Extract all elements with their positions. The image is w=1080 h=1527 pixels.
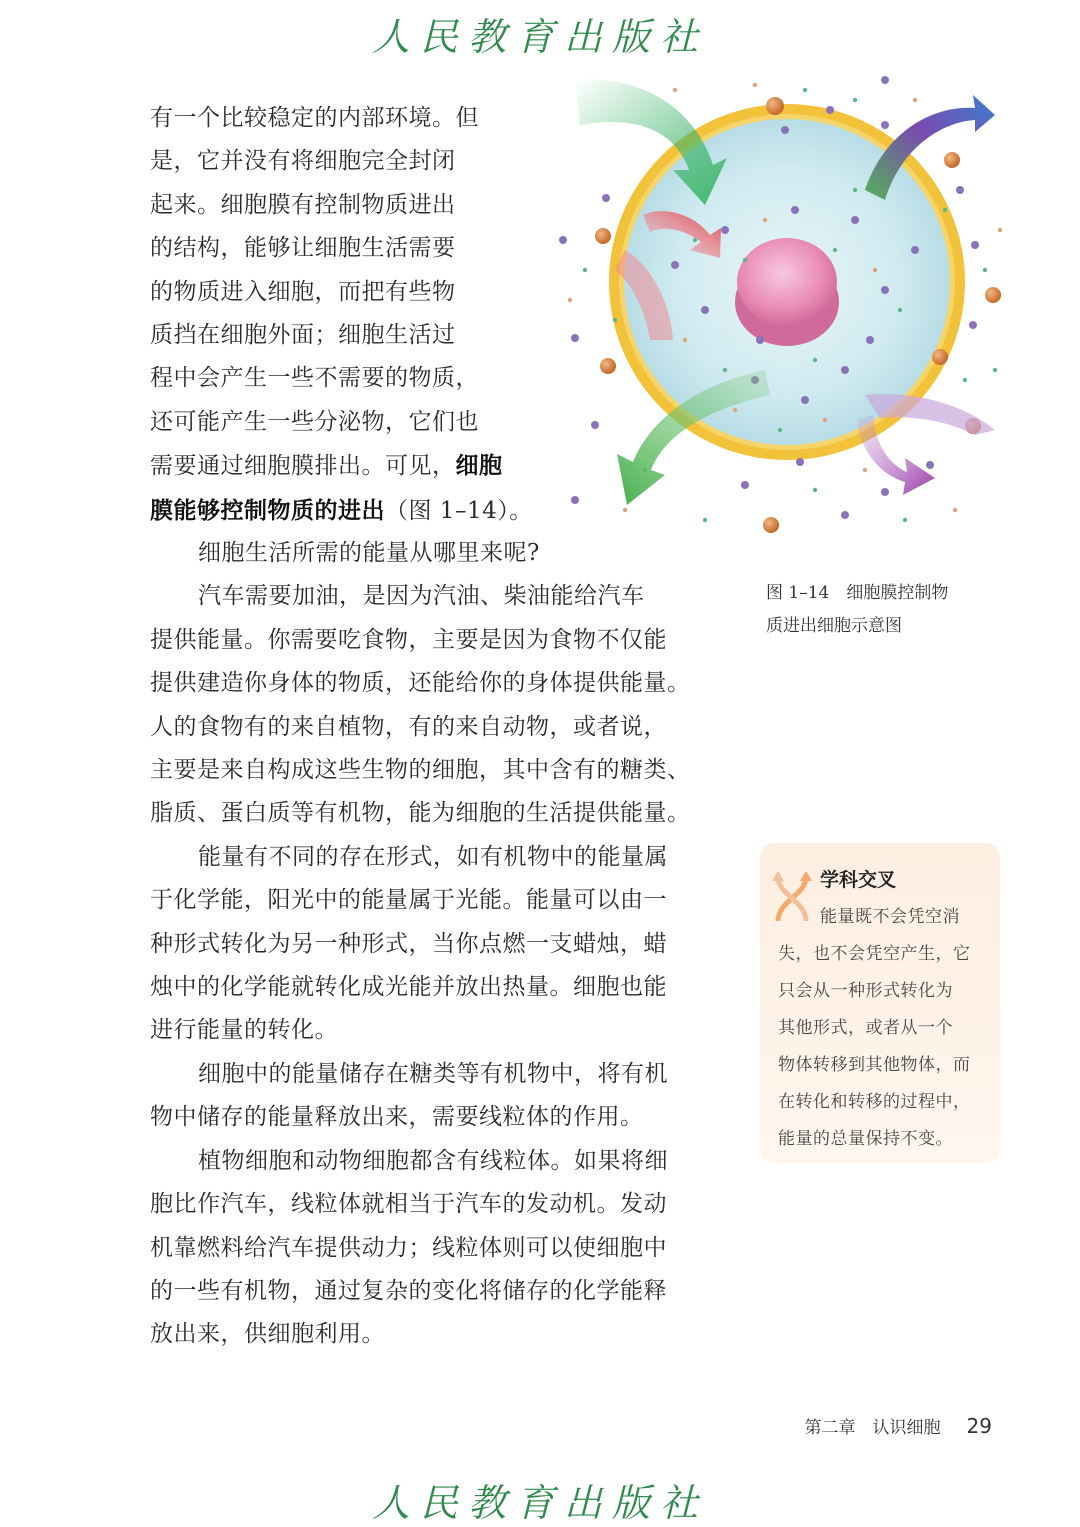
sidebar-body <box>778 899 992 1158</box>
text-line: 是，它并没有将细胞完全封闭 <box>150 148 456 175</box>
cell-membrane-illustration <box>555 70 1015 540</box>
publisher-watermark-bottom: 人民教育出版社 <box>371 1481 708 1525</box>
text-line: 脂质、蛋白质等有机物，能为细胞的生活提供能量。 <box>150 800 691 827</box>
sidebar-line: 能量既不会凭空消 <box>820 907 960 927</box>
sidebar-line: 在转化和转移的过程中， <box>778 1092 971 1112</box>
text-line: 烛中的化学能就转化成光能并放出热量。细胞也能 <box>150 974 667 1001</box>
sidebar-title: 学科交叉 <box>820 869 897 891</box>
text-line <box>150 444 550 488</box>
text-line: 的物质进入细胞，而把有些物 <box>150 278 456 305</box>
text-line: 程中会产生一些不需要的物质， <box>150 365 479 392</box>
text-line: 物中储存的能量释放出来，需要线粒体的作用。 <box>150 1104 644 1131</box>
caption-line: 图 1–14 细胞膜控制物 <box>766 583 949 603</box>
intro-paragraph <box>150 97 550 533</box>
text-line: 提供建造你身体的物质，还能给你的身体提供能量。 <box>150 670 691 697</box>
outward-arrow-purple <box>857 415 935 495</box>
text-line: 细胞中的能量储存在糖类等有机物中，将有机 <box>198 1060 668 1087</box>
sidebar-line: 能量的总量保持不变。 <box>778 1129 953 1149</box>
sidebar-line: 只会从一种形式转化为 <box>778 981 953 1001</box>
page-number: 29 <box>966 1414 992 1438</box>
text-run: 需要通过细胞膜排出。可见， <box>150 453 456 480</box>
interdisciplinary-sidebar <box>760 843 1000 1163</box>
text-line: 人的食物有的来自植物，有的来自动物，或者说， <box>150 713 667 740</box>
text-line: 机靠燃料给汽车提供动力；线粒体则可以使细胞中 <box>150 1234 667 1261</box>
text-run: （图 1–14）。 <box>385 497 533 524</box>
key-point-text: 细胞 <box>455 452 503 480</box>
page-footer <box>805 1413 992 1438</box>
sidebar-line: 其他形式，或者从一个 <box>778 1018 953 1038</box>
text-line: 汽车需要加油，是因为汽油、柴油能给汽车 <box>198 583 645 610</box>
text-line: 主要是来自构成这些生物的细胞，其中含有的糖类、 <box>150 757 691 784</box>
chapter-title: 第二章 认识细胞 <box>804 1418 941 1438</box>
sidebar-line: 物体转移到其他物体，而 <box>778 1055 971 1075</box>
text-line: 植物细胞和动物细胞都含有线粒体。如果将细 <box>198 1147 668 1174</box>
text-line: 起来。细胞膜有控制物质进出 <box>150 191 456 218</box>
text-line: 有一个比较稳定的内部环境。但 <box>150 105 479 131</box>
text-line: 提供能量。你需要吃食物，主要是因为食物不仅能 <box>150 626 667 653</box>
text-line: 胞比作汽车，线粒体就相当于汽车的发动机。发动 <box>150 1191 667 1218</box>
text-line: 种形式转化为另一种形式，当你点燃一支蜡烛，蜡 <box>150 930 667 957</box>
sidebar-line: 失，也不会凭空产生，它 <box>778 944 971 964</box>
key-point-text: 膜能够控制物质的进出 <box>150 496 385 524</box>
body-text <box>150 532 730 1357</box>
text-line: 的一些有机物，通过复杂的变化将储存的化学能释 <box>150 1277 667 1304</box>
text-line: 能量有不同的存在形式，如有机物中的能量属 <box>198 843 668 870</box>
nucleus <box>737 238 837 326</box>
figure-caption <box>766 577 996 643</box>
text-line <box>150 489 550 533</box>
text-line: 的结构，能够让细胞生活需要 <box>150 235 456 262</box>
question-line: 细胞生活所需的能量从哪里来呢? <box>198 540 540 566</box>
text-line: 放出来，供细胞利用。 <box>150 1321 385 1348</box>
text-line: 还可能产生一些分泌物，它们也 <box>150 408 479 435</box>
text-line: 于化学能，阳光中的能量属于光能。能量可以由一 <box>150 887 667 914</box>
text-line: 质挡在细胞外面；细胞生活过 <box>150 322 456 349</box>
caption-line: 质进出细胞示意图 <box>766 616 902 636</box>
publisher-watermark-top: 人民教育出版社 <box>371 15 708 59</box>
text-line: 进行能量的转化。 <box>150 1017 338 1044</box>
